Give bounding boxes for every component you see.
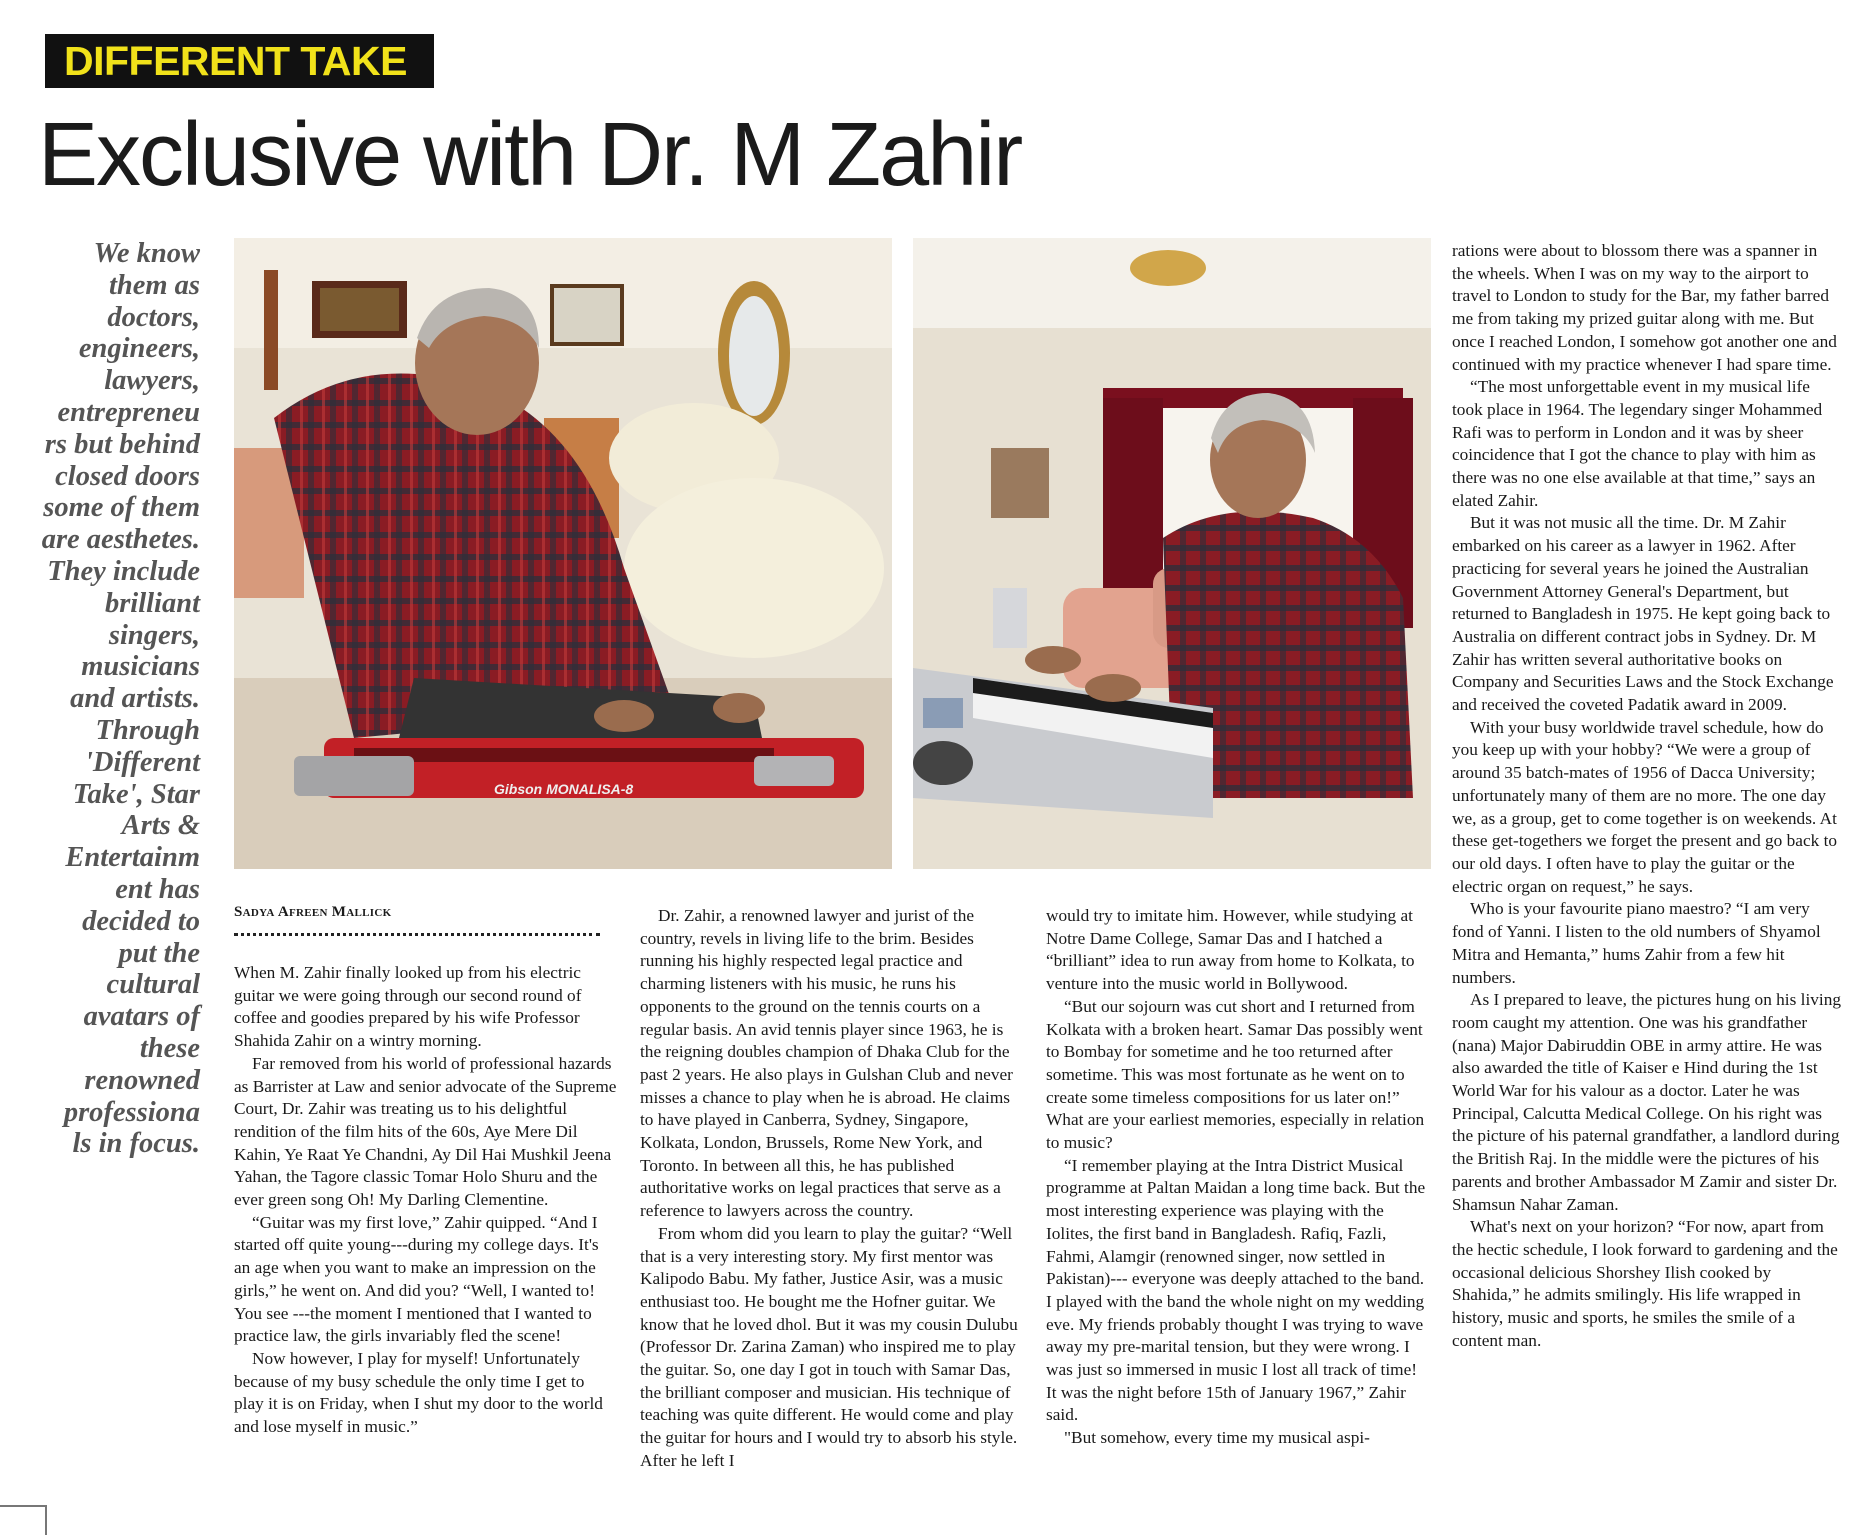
photo-keyboard: [913, 238, 1431, 869]
paragraph: But it was not music all the time. Dr. M Zahir embarked on his career as a lawyer in 1962. After practicing for several years he joined the Australian Government Attorney General's Department, but returned to Bangladesh in 1975. He kept going back to Australia on different contract jobs in Sydney. Dr. M Zahir has written several authoritative books on Company and Securities Laws and the Stock Exchange and received the coveted Padatik award in 2009.: [1452, 513, 1834, 715]
page-corner-mark: [0, 1505, 47, 1535]
article-column-2: [640, 905, 1024, 1473]
paragraph: When M. Zahir finally looked up from his electric guitar we were going through our second round of coffee and goodies prepared by his wife Professor Shahida Zahir on a wintry morning.: [234, 963, 582, 1051]
article-column-3: [1046, 905, 1430, 1450]
paragraph: From whom did you learn to play the guitar? “Well that is a very interesting story. My first mentor was Kalipodo Babu. My father, Justice Asir, was a music enthusiast too. He bought me the Hofner guitar. We know that he loved dhol. But it was my cousin Dulubu (Professor Dr. Zarina Zaman) who inspired me to play the guitar. So, one day I got in touch with Samar Das, the brilliant composer and musician. His technique of teaching was quite different. He would come and play the guitar for hours and I would try to absorb his style. After he left I: [640, 1223, 1018, 1470]
guitar-brand-label: Gibson MONALISA-8: [494, 781, 634, 797]
paragraph: Now however, I play for myself! Unfortunately because of my busy schedule the only time I get to play it is on Friday, when I shut my door to the world and lose myself in music.”: [234, 1348, 603, 1437]
paragraph: rations were about to blossom there was a spanner in the wheels. When I was on my way to the airport to travel to London to study for the Bar, my father barred me from taking my prized guitar along with me. But once I reached London, I somehow got another one and continued with my practice whenever I had spare time.: [1452, 241, 1837, 374]
paragraph: With your busy worldwide travel schedule, how do you keep up with your hobby? “We were a group of around 35 batch-mates of 1956 of Dacca University; unfortunately many of them are no more. The one day we, as a group, get to come together is on weekends. At these get-togethers we forget the present and go back to our old days. I often have to play the guitar or the electric organ on request,” he says.: [1452, 717, 1838, 896]
paragraph: “The most unforgettable event in my musical life took place in 1964. The legendary singer Mohammed Rafi was to perform in London and it was by sheer coincidence that I got the chance to play with him as there was no one else available at that time,” says an elated Zahir.: [1452, 377, 1823, 510]
paragraph: What's next on your horizon? “For now, apart from the hectic schedule, I look forward to gardening and the occasional delicious Shorshey Ilish cooked by Shahida,” he admits smilingly. His life wrapped in history, music and sports, he smiles the smile of a content man.: [1452, 1217, 1838, 1350]
paragraph: Who is your favourite piano maestro? “I am very fond of Yanni. I listen to the old numbers of Shyamol Mitra and Hemanta,” hums Zahir from a few hit numbers.: [1452, 899, 1821, 987]
byline: Sadya Afreen Mallick: [234, 904, 392, 920]
pull-quote: We know them as doctors, engineers, lawyers, entrepreneu rs but behind closed doors some of them are aesthetes. They include brilliant singers, musicians and artists. Through 'Different Take', Star Arts & Entertainm ent has decided to put the cultural avatars of these renowned professiona ls in focus.: [41, 238, 200, 1160]
paragraph: “I remember playing at the Intra District Musical programme at Paltan Maidan a long time back. But the most interesting experience was playing with the Iolites, the first band in Bangladesh. Rafiq, Fazli, Fahmi, Alamgir (renowned singer, now settled in Pakistan)--- everyone was deeply attached to the band. I played with the band the whole night on my wedding eve. My friends probably thought I was trying to wave away my pre-marital tension, but they were wrong. I was just so immersed in music I lost all track of time! It was the night before 15th of January 1967,” Zahir said.: [1046, 1155, 1426, 1425]
paragraph: Dr. Zahir, a renowned lawyer and jurist of the country, revels in living life to the brim. Besides running his highly respected legal practice and charming listeners with his music, he runs his opponents to the ground on the tennis courts on a regular basis. An avid tennis player since 1963, he is the reigning doubles champion of Dhaka Club for the past 2 years. He also plays in Gulshan Club and never misses a chance to play when he is abroad. He claims to have played in Canberra, Sydney, Singapore, Kolkata, London, Brussels, Rome New York, and Toronto. In between all this, he has published authoritative works on legal practices that serve as a reference to lawyers across the country.: [640, 906, 1013, 1221]
paragraph: "But somehow, every time my musical aspi-: [1064, 1428, 1370, 1448]
byline-divider: [234, 933, 600, 936]
paragraph: would try to imitate him. However, while studying at Notre Dame College, Samar Das and I hatched a “brilliant” idea to run away from home to Kolkata, to venture into the music world in Bollywood.: [1046, 906, 1415, 994]
section-kicker: DIFFERENT TAKE: [45, 34, 434, 88]
paragraph: “But our sojourn was cut short and I returned from Kolkata with a broken heart. Samar Das possibly went to Bombay for sometime and he too returned after sometime. This was most fortunate as he went on to create some timeless compositions for us later on!” What are your earliest memories, especially in relation to music?: [1046, 996, 1425, 1153]
photo-guitar-illustration: [234, 238, 892, 869]
paragraph: “Guitar was my first love,” Zahir quipped. “And I started off quite young---during my college days. It's an age when you want to make an impression on the girls,” he went on. And did you? “Well, I wanted to! You see ---the moment I mentioned that I wanted to practice law, the girls invariably fled the scene!: [234, 1212, 599, 1346]
paragraph: Far removed from his world of professional hazards as Barrister at Law and senior advocate of the Supreme Court, Dr. Zahir was treating us to his delightful rendition of the film hits of the 60s, Aye Mere Dil Kahin, Ye Raat Ye Chandni, Ay Dil Hai Mushkil Jeena Yahan, the Tagore classic Tomar Holo Shuru and the ever green song Oh! My Darling Clementine.: [234, 1053, 617, 1210]
article-column-1: [234, 962, 618, 1439]
article-column-4: [1452, 240, 1842, 1352]
photo-guitar: [234, 238, 892, 869]
article-headline: Exclusive with Dr. M Zahir: [38, 105, 1022, 205]
paragraph: As I prepared to leave, the pictures hung on his living room caught my attention. One was his grandfather (nana) Major Dabiruddin OBE in army attire. He was also awarded the title of Kaiser e Hind during the 1st World War for his valour as a doctor. Later he was Principal, Calcutta Medical College. On his right was the picture of his paternal grandfather, a landlord during the British Raj. In the middle were the pictures of his parents and brother Ambassador M Zamir and sister Dr. Shamsun Nahar Zaman.: [1452, 990, 1841, 1214]
photo-keyboard-illustration: [913, 238, 1431, 869]
